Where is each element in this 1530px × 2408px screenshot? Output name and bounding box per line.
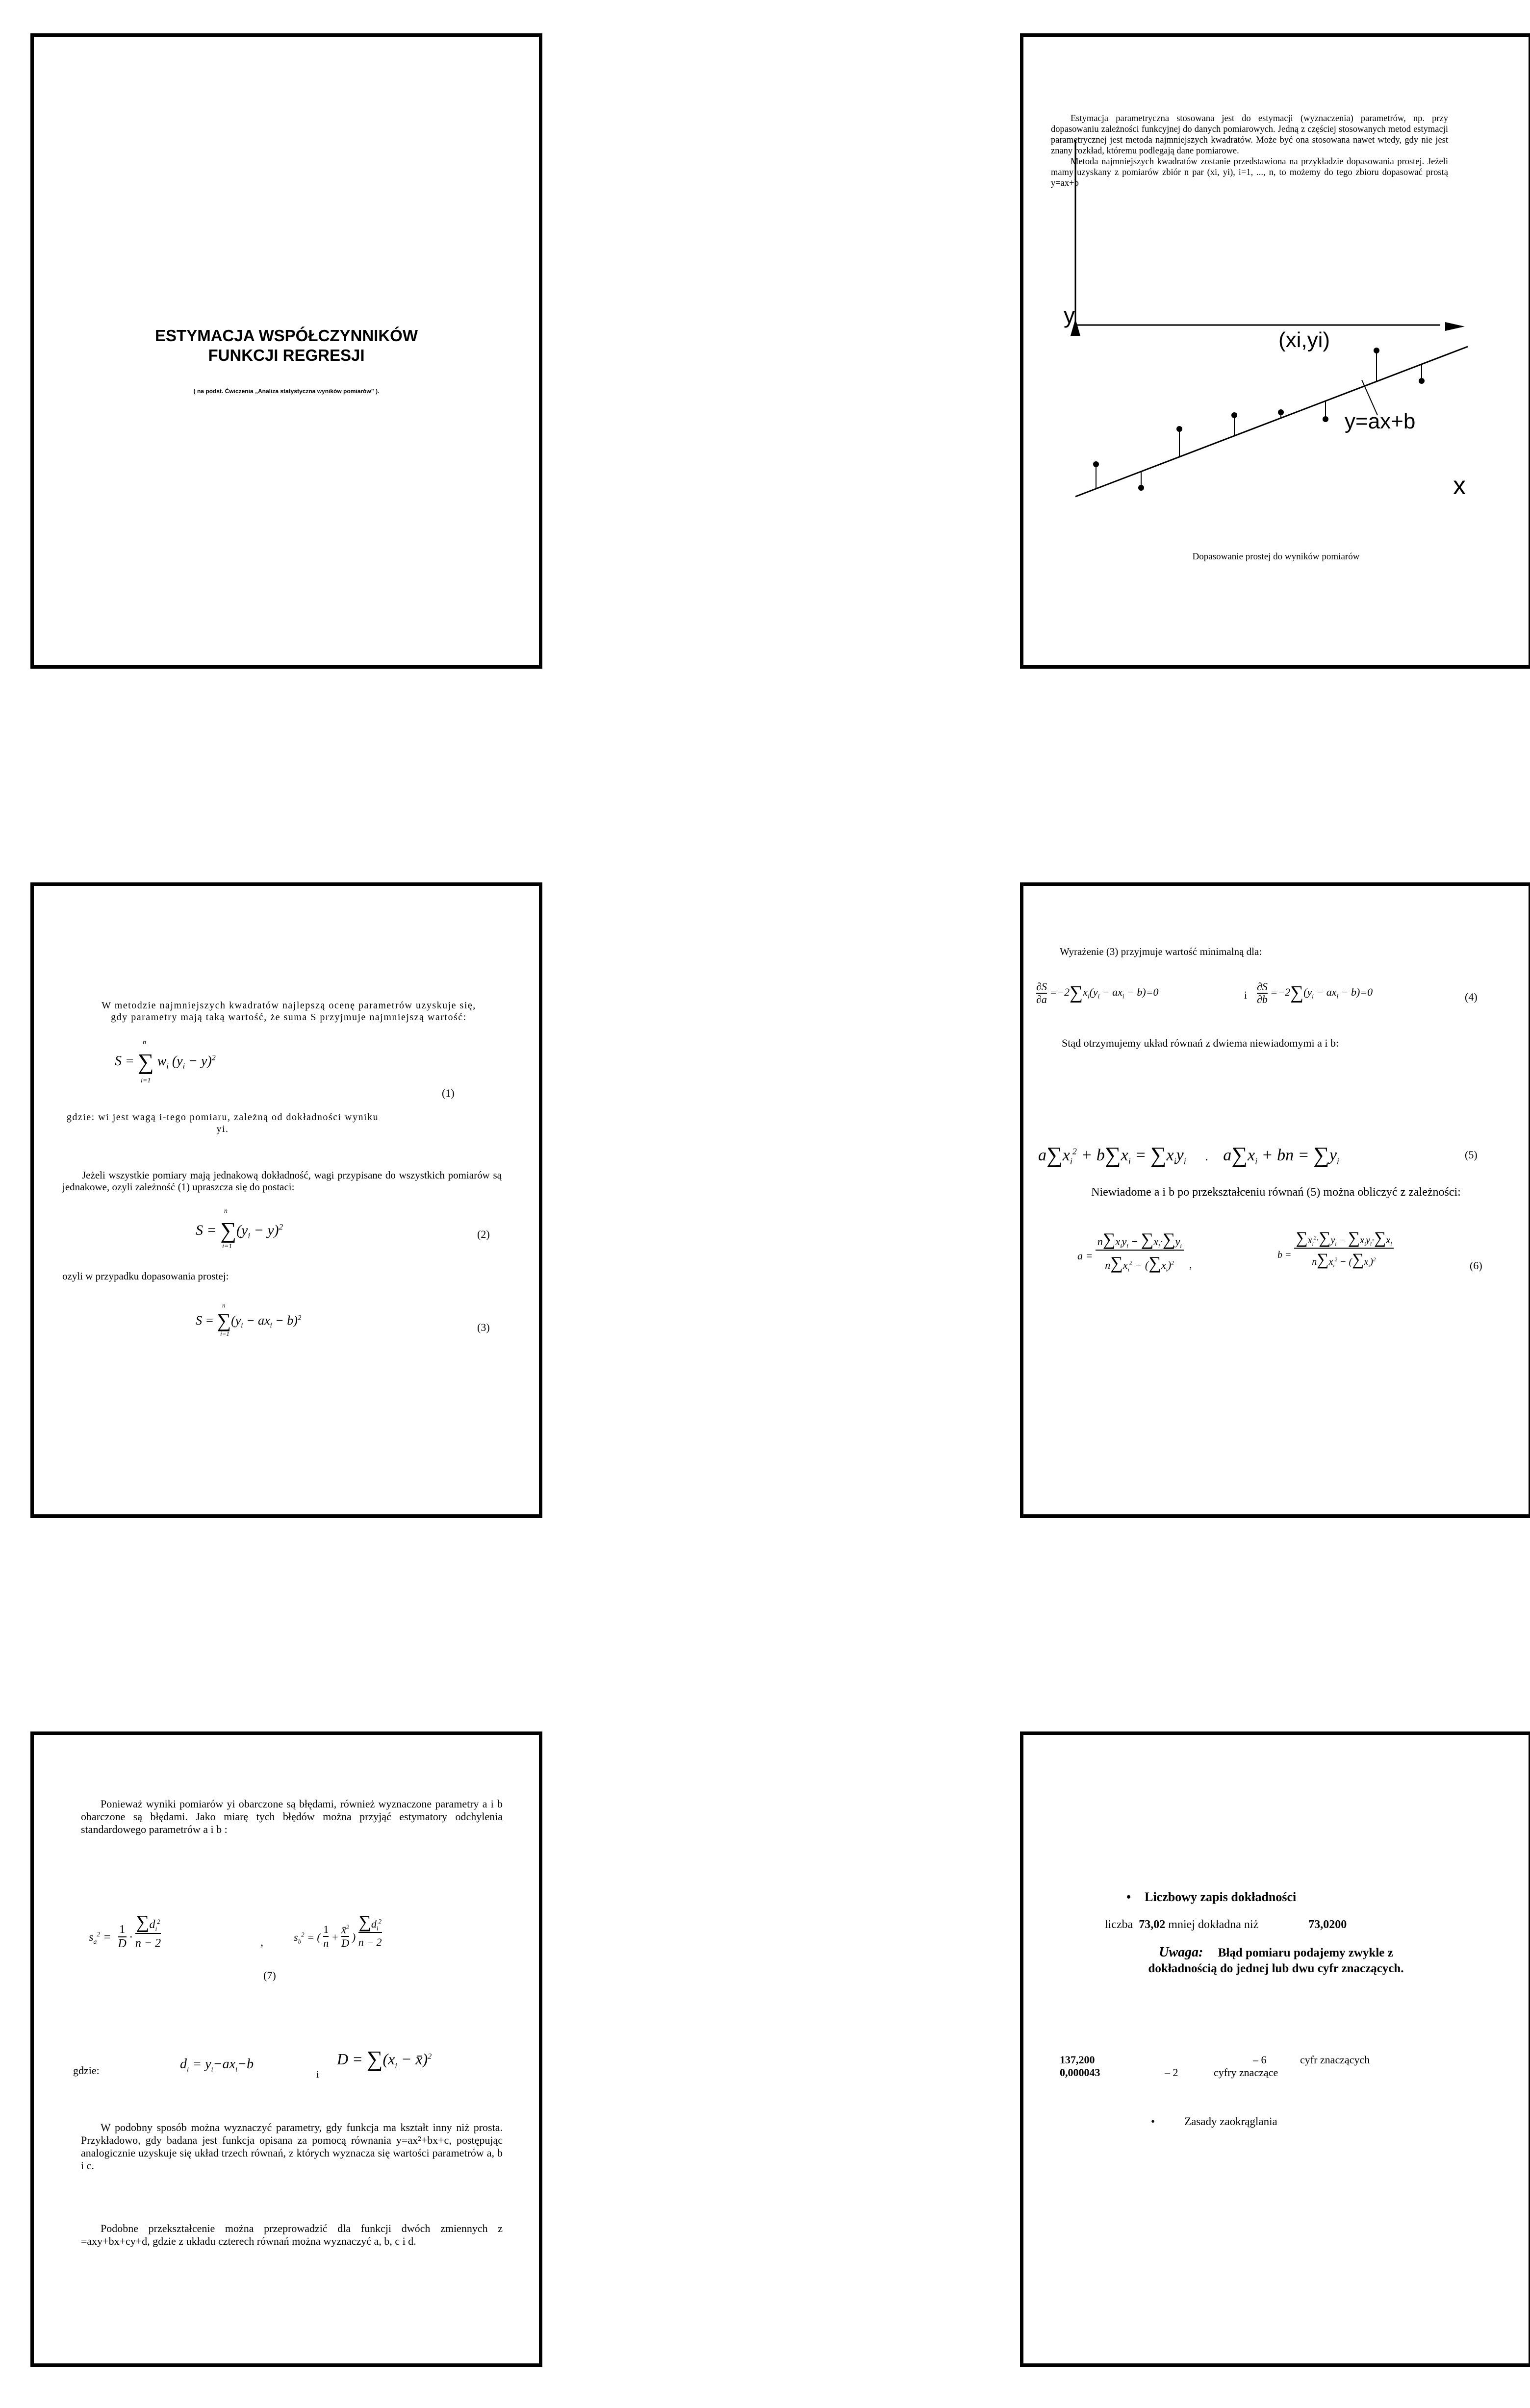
title-line-1: ESTYMACJA WSPÓŁCZYNNIKÓW (155, 326, 418, 345)
equation-4-right: ∂S $\partial b =-2\sum(y_i - ax_i - b)=0$ (1257, 980, 1373, 1005)
x-axis-label: x (1453, 472, 1466, 500)
data-point (1138, 471, 1144, 491)
line-fit-caption: ozyli w przypadku dopasowania prostej: (62, 1270, 229, 1282)
example-1-count: – 6 (1253, 2054, 1267, 2066)
equation-2: $S = \sum(y_i - y)^2$ (196, 1218, 283, 1243)
ls-intro: W metodzie najmniejszych kwadratów najlepszą ocenę parametrów uzyskuje się, gdy parametry mają taką wartość, że suma S przyjmuje najmniejszą wartość: (102, 1000, 476, 1023)
equation-6-a: a = $n\sum x_iy_i - \sum x_i\cdot\sum y_i$ $n\sum x_i^2 - (\sum x_i)^2$ , (1077, 1229, 1192, 1273)
example-1-desc: cyfr znaczących (1300, 2054, 1370, 2066)
liczba-label: liczba (1105, 1918, 1133, 1931)
example-1-value: 137,200 (1060, 2054, 1095, 2066)
example-2-count: – 2 (1165, 2066, 1178, 2079)
data-point (1093, 461, 1099, 489)
note-text-1: Błąd pomiaru podajemy zwykle z (1218, 1946, 1393, 1959)
precision-comparison (1105, 1918, 1347, 1931)
equation-1: S = ∑ $w_i$ $(y_i - y)^2$ (115, 1049, 216, 1074)
equation-4-number: (4) (1465, 991, 1478, 1003)
residual-definition: $d_i = y_i-ax_i-b$ (180, 2057, 254, 2074)
bullet-rounding-text: Zasady zaokrąglania (1184, 2115, 1277, 2128)
equation-6-number: (6) (1470, 1259, 1482, 1272)
data-point (1419, 364, 1425, 384)
data-point (1231, 412, 1237, 435)
bullet-rounding (1151, 2115, 1277, 2128)
comparison-text: mniej dokładna niż (1168, 1918, 1259, 1931)
data-point (1176, 426, 1182, 456)
data-point (1323, 401, 1328, 422)
example-2-desc: cyfry znaczące (1214, 2066, 1278, 2079)
example-1 (1060, 2054, 1501, 2067)
system-intro: Stąd otrzymujemy układ równań z dwiema niewiadomymi a i b: (1062, 1037, 1339, 1049)
slide-standard-errors: Ponieważ wyniki pomiarów yi obarczone są błędami, również wyznaczone parametry a i b obarczone są błędami. Jako miarę tych błędów można przyjąć estymatory odchylenia standardowego parametrów a i b : $s_a^2$ = $\frac{1}{D}$ · $\frac{\sum d_i^2}{n - 2}$ , $s_b^2$ = ( $\frac{1}{n}$ + $\frac{x̄^2}{D}$ ) $\frac{\sum d_i^2}{n - 2}$ (7) gdzie: $d_i = y_i-ax_i-b$ i $D = \sum(x_i$ − x̄)$^2$ W podobny sposób można wyznaczyć parametry, gdy funkcja ma kształt inny niż prosta. Przykładowo, gdy badana jest funkcja opisana za pomocą równania y=ax²+bx+c, postępując analogicznie uzyskuje się układ trzech równań, z których wyznacza się wartości parametrów a, b i c. Podobne przekształcenie można przeprowadzić dla funkcji dwóch zmiennych z =axy+bx+cy+d, gdzie z układu czterech równań można wyznaczyć a, b, c i d. (30, 1731, 542, 2367)
y-axis-label: y (1064, 302, 1075, 328)
equation-5-number: (5) (1465, 1149, 1478, 1161)
equation-7-sb: $s_b^2$ = ( $\frac{1}{n}$ + $\frac{x̄^2}{D}$ ) $\frac{\sum d_i^2}{n - 2}$ (294, 1912, 382, 1950)
slide-precision (1020, 1731, 1530, 2367)
line-label: y=ax+b (1345, 409, 1416, 433)
bullet-icon: • (1151, 2115, 1155, 2128)
minimum-intro: Wyrażenie (3) przyjmuje wartość minimalną dla: (1060, 946, 1262, 957)
point-label: (xi,yi) (1278, 328, 1330, 352)
equation-3-number: (3) (477, 1321, 490, 1333)
bullet-numeric-precision-text: Liczbowy zapis dokładności (1145, 1890, 1297, 1904)
equation-1-number: (1) (442, 1087, 455, 1099)
d-definition: $D = \sum(x_i$ − x̄)$^2$ (337, 2046, 432, 2071)
example-2 (1060, 2066, 1501, 2080)
regression-plot (1023, 37, 1529, 669)
equation-2-number: (2) (477, 1228, 490, 1240)
bullet-numeric-precision (1126, 1890, 1296, 1905)
equation-4-left: ∂S $\partial a =-2\sum x_i(y_i - ax_i - b)=0$ (1036, 980, 1159, 1005)
figure-caption: Dopasowanie prostej do wyników pomiarów (1192, 552, 1360, 562)
x-axis-arrow (1445, 322, 1465, 331)
value-73-02: 73,02 (1139, 1918, 1166, 1931)
weight-definition: gdzie: wi jest wagą i-tego pomiaru, zależną od dokładności wyniku yi. (66, 1112, 379, 1134)
slide-least-squares: W metodzie najmniejszych kwadratów najlepszą ocenę parametrów uzyskuje się, gdy parametry mają taką wartość, że suma S przyjmuje najmniejszą wartość: S = ∑ $w_i$ $(y_i - y)^2$ n i=1 (1) gdzie: wi jest wagą i-tego pomiaru, zależną od dokładności wyniku yi. Jeżeli wszystkie pomiary mają jednakową dokładność, wagi przypisane do wszystkich pomiarów są jednakowe, ozyli zależność (1) upraszcza się do postaci: $S = \sum(y_i - y)^2$ n i=1 (2) ozyli w przypadku dopasowania prostej: $S = \sum(y_i - ax_i - b)^2$ n i=1 (3) (30, 882, 542, 1518)
other-functions-paragraph: W podobny sposób można wyznaczyć parametry, gdy funkcja ma kształt inny niż prosta. Przykładowo, gdy badana jest funkcja opisana za pomocą równania y=ax²+bx+c, postępując analogicznie uzyskuje się układ trzech równań, z których wyznacza się wartości parametrów a, b i c. (81, 2121, 503, 2172)
slide-intro (1020, 33, 1530, 669)
note-block (1043, 1945, 1509, 1977)
slide-normal-equations: Wyrażenie (3) przyjmuje wartość minimalną dla: ∂S $\partial a =-2\sum x_i(y_i - ax_i - b)=0$ i ∂S $\partial b =-2\sum(y_i - ax_i - b)=0$ (4) Stąd otrzymujemy układ równań z dwiema niewiadomymi a i b: $a\sum x_i^2 + b\sum x_i = \sum x_iy_i$ . $a\sum x_i$ + bn = $\sum y_i$ (5) Niewiadome a i b po przekształceniu równań (5) można obliczyć z zależności: a = $n\sum x_iy_i - \sum x_i\cdot\sum y_i$ $n\sum x_i^2 - (\sum x_i)^2$ , b = $\sum x_i^2\cdot\sum y_i - \sum x_iy_i\cdot\sum x_i$ $n\sum x_i^2 - (\sum x_i)^2$ (6) (1020, 882, 1530, 1518)
intro-paragraph: Estymacja parametryczna stosowana jest do estymacji (wyznaczenia) parametrów, np. przy dopasowaniu zależności funkcyjnej do danych pomiarowych. Jedną z częściej stosowanych metod estymacji parametrycznej jest metoda najmniejszych kwadratów. Może być ona stosowana nawet wtedy, gdy nie jest znany rozkład, któremu podlegają dane pomiarowe. (1051, 114, 1448, 156)
value-73-0200: 73,0200 (1308, 1918, 1347, 1931)
slide-title (30, 33, 542, 669)
equation-5: $a\sum x_i^2 + b\sum x_i = \sum x_iy_i$ . $a\sum x_i$ + bn = $\sum y_i$ (1038, 1142, 1339, 1167)
unknowns-paragraph: Niewiadome a i b po przekształceniu równań (5) można obliczyć z zależności: (1091, 1186, 1461, 1199)
equation-3: $S = \sum(y_i - ax_i - b)^2$ (196, 1309, 302, 1331)
two-variable-paragraph: Podobne przekształcenie można przeprowadzić dla funkcji dwóch zmiennych z =axy+bx+cy+d, gdzie z układu czterech równań można wyznaczyć a, b, c i d. (81, 2222, 503, 2247)
where-label: gdzie: (73, 2064, 100, 2077)
subtitle: ( na podst. Ćwiczenia „Analiza statystyczna wyników pomiarów” ). (193, 388, 380, 395)
equal-weights-paragraph: Jeżeli wszystkie pomiary mają jednakową dokładność, wagi przypisane do wszystkich pomiarów są jednakowe, ozyli zależność (1) upraszcza się do postaci: (62, 1169, 502, 1193)
example-2-value: 0,000043 (1060, 2066, 1100, 2079)
note-text-2: dokładnością do jednej lub dwu cyfr znaczących. (1148, 1962, 1404, 1975)
method-paragraph: Metoda najmniejszych kwadratów zostanie przedstawiona na przykładzie dopasowania prostej. Jeżeli mamy uzyskany z pomiarów zbiór n par (xi, yi), i=1, ..., n, to możemy do tego zbioru dopasować prostą y=ax+b (1051, 157, 1448, 188)
data-point (1278, 409, 1284, 418)
equation-7-number: (7) (263, 1969, 276, 1982)
equation-6-b: b = $\sum x_i^2\cdot\sum y_i - \sum x_iy_i\cdot\sum x_i$ $n\sum x_i^2 - (\sum x_i)^2$ (1277, 1229, 1394, 1269)
note-label: Uwaga: (1159, 1945, 1203, 1960)
title-line-2: FUNKCJI REGRESJI (208, 346, 365, 364)
errors-paragraph: Ponieważ wyniki pomiarów yi obarczone są błędami, również wyznaczone parametry a i b obarczone są błędami. Jako miarę tych błędów można przyjąć estymatory odchylenia standardowego parametrów a i b : (81, 1798, 503, 1835)
bullet-icon: • (1126, 1890, 1131, 1904)
equation-7-sa: $s_a^2$ = $\frac{1}{D}$ · $\frac{\sum d_i^2}{n - 2}$ (89, 1912, 161, 1950)
data-point (1374, 348, 1379, 381)
